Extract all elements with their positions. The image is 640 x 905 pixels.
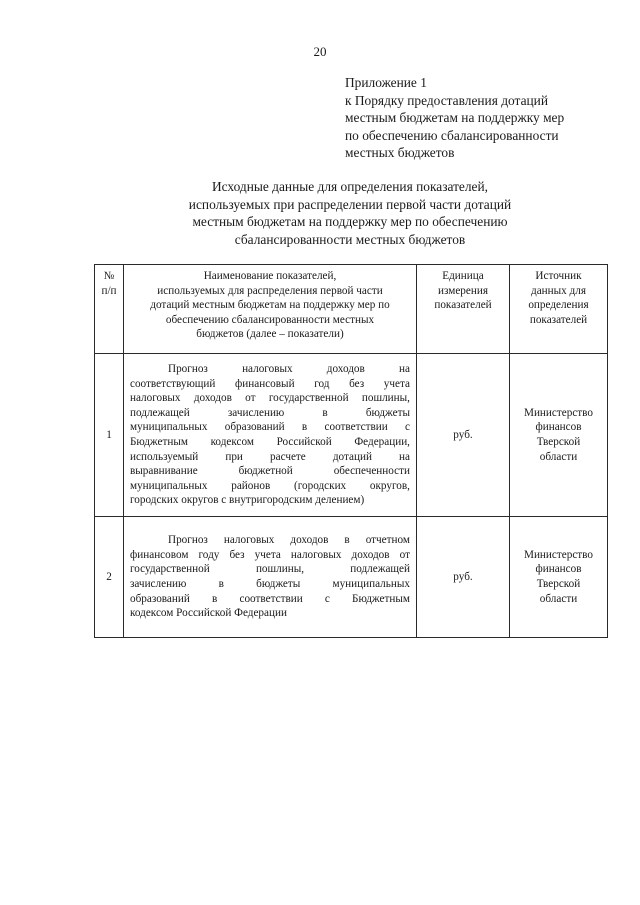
header-text: №: [103, 270, 115, 282]
header-text: Источник: [535, 270, 582, 282]
table-row: [95, 354, 608, 517]
word: налоговых: [223, 534, 275, 547]
word: доходов: [290, 534, 329, 547]
word: муниципальных: [332, 578, 410, 590]
header-text: показателей: [529, 313, 588, 326]
word: в: [344, 534, 350, 547]
word: доходов: [193, 392, 232, 405]
text-line: [130, 464, 410, 479]
word: используемый: [130, 450, 199, 463]
word: бюджеты: [365, 406, 410, 419]
word: налоговых: [130, 392, 181, 405]
word: финансовый: [235, 377, 295, 390]
text-line: кодексом Российской Федерации: [130, 607, 287, 620]
source-line: финансов: [535, 563, 582, 576]
word: Бюджетным: [352, 592, 410, 605]
text-line: [130, 562, 410, 577]
word: Прогноз: [168, 363, 208, 376]
word: учета: [254, 548, 281, 561]
word: кодексом: [210, 436, 254, 448]
word: зачислению: [130, 578, 187, 590]
word: от: [245, 392, 256, 405]
header-unit: [417, 265, 510, 354]
header-name: [124, 265, 417, 354]
word: налоговых: [290, 548, 342, 561]
word: государственной: [130, 563, 210, 576]
text-line: [130, 362, 410, 377]
text-line: [130, 391, 410, 406]
word: (городских: [293, 479, 347, 492]
word: подлежащей: [350, 563, 410, 576]
word: расчете: [270, 450, 306, 463]
word: обеспеченности: [333, 465, 410, 478]
unit-value: руб.: [417, 517, 510, 638]
word: Федерации,: [354, 436, 410, 448]
indicators-table: [94, 264, 608, 638]
word: в: [212, 592, 218, 605]
word: дотаций: [332, 450, 372, 463]
text-line: [130, 592, 410, 607]
word: в: [218, 578, 224, 590]
word: Бюджетным: [130, 436, 188, 448]
word: муниципальных: [130, 479, 208, 492]
word: без: [349, 377, 365, 390]
word: с: [324, 592, 330, 605]
title-line: Исходные данные для определения показателей,: [211, 179, 489, 194]
word: с: [405, 421, 410, 434]
word: Российской: [276, 436, 332, 448]
text-line: [130, 577, 410, 592]
unit-value: руб.: [417, 354, 510, 517]
source-line: Министерство: [524, 548, 593, 561]
document-title: [90, 178, 610, 248]
header-text: показателей: [434, 299, 492, 312]
header-text: определения: [528, 299, 589, 312]
word: муниципальных: [130, 421, 208, 434]
title-line: используемых при распределении первой части дотаций: [188, 196, 512, 212]
text-line: [130, 406, 410, 421]
appendix-header: [345, 74, 625, 162]
text-line: городских округов с внутригородским делением): [130, 494, 365, 507]
header-text: п/п: [101, 284, 117, 297]
word: бюджеты: [256, 578, 301, 590]
word: пошлины,: [255, 563, 305, 576]
word: районов: [231, 479, 271, 492]
text-line: [130, 377, 410, 392]
title-line: сбалансированности местных бюджетов: [234, 231, 466, 247]
word: налоговых: [242, 363, 293, 376]
word: на: [399, 450, 410, 463]
word: без: [229, 548, 245, 561]
row-number: 1: [95, 354, 124, 517]
word: бюджетной: [238, 465, 293, 478]
indicator-name: [124, 517, 417, 638]
header-text: Единица: [442, 270, 484, 282]
title-line: местным бюджетам на поддержку мер по обеспечению: [192, 214, 508, 229]
word: соответствии: [324, 421, 388, 434]
word: при: [225, 450, 243, 463]
word: образований: [130, 592, 190, 605]
word: государственной: [268, 392, 349, 405]
word: округов,: [369, 479, 410, 492]
page-number: 20: [313, 44, 327, 59]
source-line: области: [539, 450, 578, 463]
word: Прогноз: [168, 534, 208, 547]
source-line: Тверской: [536, 436, 581, 448]
appendix-line: Приложение 1: [345, 75, 427, 90]
table-row: [95, 517, 608, 638]
word: соответствующий: [130, 377, 216, 390]
word: отчетном: [365, 534, 410, 547]
appendix-line: местным бюджетам на поддержку мер: [345, 110, 565, 125]
header-text: измерения: [438, 284, 488, 297]
appendix-line: к Порядку предоставления дотаций: [345, 92, 549, 108]
word: в: [322, 406, 328, 419]
indicator-name: [124, 354, 417, 517]
text-line: [130, 450, 410, 465]
header-text: данных для: [531, 284, 586, 297]
word: доходов: [326, 363, 365, 376]
word: подлежащей: [130, 406, 190, 419]
word: финансовом: [130, 548, 189, 561]
header-text: используемых для распределения первой части: [157, 284, 383, 297]
text-line: [130, 548, 410, 563]
header-text: дотаций местным бюджетам на поддержку мер по: [150, 299, 390, 312]
word: году: [198, 548, 220, 561]
word: в: [301, 421, 308, 434]
data-source: [510, 354, 608, 517]
word: пошлины,: [361, 392, 410, 405]
row-number: 2: [95, 517, 124, 638]
header-text: Наименование показателей,: [203, 270, 337, 282]
word: выравнивание: [130, 465, 198, 478]
appendix-line: по обеспечению сбалансированности: [345, 127, 559, 143]
word: зачислению: [227, 406, 285, 419]
appendix-line: местных бюджетов: [345, 145, 455, 160]
word: доходов: [351, 548, 390, 561]
word: соответствии: [239, 592, 303, 605]
word: на: [399, 363, 410, 376]
header-num: [95, 265, 124, 354]
word: учета: [383, 377, 410, 390]
data-source: [510, 517, 608, 638]
word: от: [399, 548, 410, 561]
header-source: [510, 265, 608, 354]
table-header-row: [95, 265, 608, 354]
header-text: бюджетов (далее – показатели): [196, 328, 344, 341]
source-line: области: [539, 592, 578, 605]
source-line: финансов: [535, 421, 582, 434]
word: образований: [224, 421, 285, 434]
text-line: [130, 479, 410, 494]
text-line: [130, 420, 410, 435]
word: год: [314, 377, 330, 390]
text-line: [130, 533, 410, 548]
source-line: Министерство: [524, 406, 593, 419]
header-text: обеспечению сбалансированности местных: [165, 313, 375, 326]
text-line: [130, 435, 410, 450]
source-line: Тверской: [536, 578, 581, 590]
